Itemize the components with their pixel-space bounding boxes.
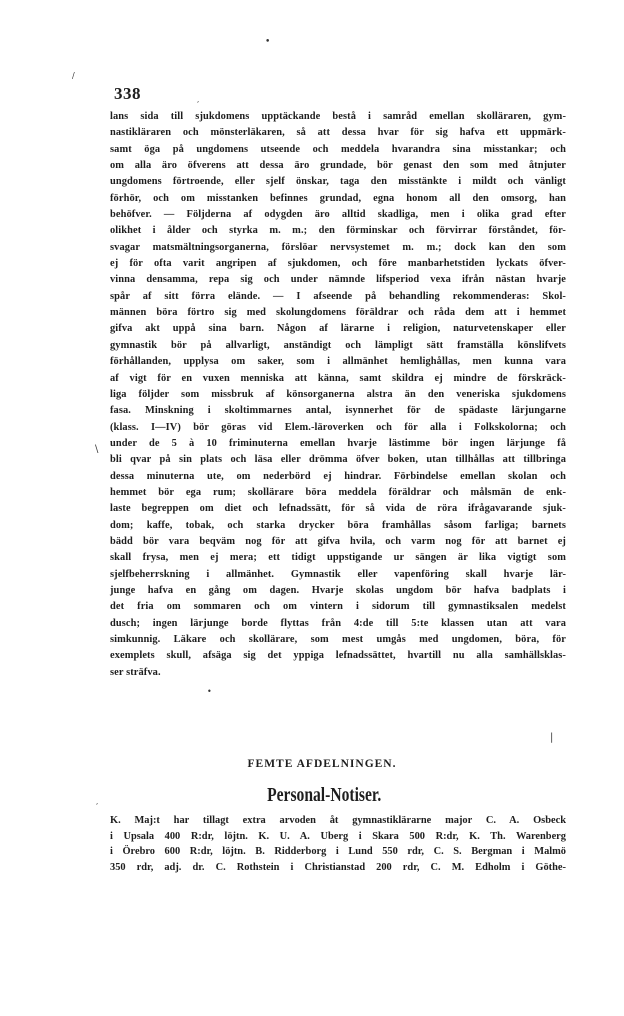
text-line: det fria om sommaren och om vintern i sidorum till gymnastiksalen medelst bbox=[110, 601, 566, 613]
text-line: gymnastik bör på allvarligt, anständigt och lämpligt sätt framställa könslifvets bbox=[110, 339, 566, 351]
text-line: hemmet bör ega rum; skollärare böra meddela föräldrar och målsmän de enk- bbox=[110, 486, 566, 498]
text-line: sjelfbeherrskning i allmänhet. Gymnastik eller vapenföring skall hvarje lär- bbox=[110, 568, 566, 580]
text-line: ungdomens förtroende, eller sjelf önskar, taga den misstänkte i mildt och vänligt bbox=[110, 176, 566, 188]
text-line: om alla äro öfverens att dessa äro grundade, bör genast den som med åtnjuter bbox=[110, 160, 566, 172]
text-line: olikhet i ålder och styrka m. m.; den förminskar och förvirrar förståndet, för- bbox=[110, 225, 566, 237]
text-line: 350 rdr, adj. dr. C. Rothstein i Christianstad 200 rdr, C. M. Edholm i Göthe- bbox=[110, 861, 566, 873]
text-line: bli qvar på sin plats och läsa eller drömma öfver boken, utan tillhållas att tillbringa bbox=[110, 454, 566, 466]
text-line: dusch; ingen lärjunge borde flyttas från 4:de till 5:te klassen utan att vara bbox=[110, 617, 566, 629]
text-line: K. Maj:t har tillagt extra arvoden åt gymnastiklärarne major C. A. Osbeck bbox=[110, 815, 566, 826]
text-line: nastikläraren och mönsterläkaren, så att dessa hvar för sig hafva ett uppmärk- bbox=[110, 127, 566, 139]
text-line: bädd bör vara beqväm nog för att gifva hvila, och varm nog för att barnet ej bbox=[110, 535, 566, 547]
text-line: dessa minuterna ute, om nederbörd ej hindrar. Förbindelse emellan skolan och bbox=[110, 470, 566, 482]
text-line: dom; kaffe, tobak, och starka drycker böra framhållas såsom farliga; barnets bbox=[110, 519, 566, 531]
text-line: samt öga på ungdomens utseende och meddela hvarandra sina misstankar; och bbox=[110, 143, 566, 155]
text-line: förhållanden, upplysa om saker, som i allmänhet hemlighållas, men kunna vara bbox=[110, 356, 566, 368]
page-number: 338 bbox=[114, 84, 141, 103]
text-line: i Örebro 600 R:dr, löjtn. B. Ridderborg i Lund 550 rdr, C. S. Bergman i Malmö bbox=[110, 846, 566, 857]
ink-speck: , bbox=[197, 96, 200, 104]
ink-speck: , bbox=[96, 798, 99, 806]
text-line: vinna densamma, repa sig och under nämnde lifsperiod vexa ifrån nästan hvarje bbox=[110, 274, 566, 286]
text-line: behöfver. — Följderna af odygden äro alltid skadliga, men i olika grad efter bbox=[110, 209, 566, 221]
text-line: laste begreppen om diet och lefnadssätt, för så vida de röra ifrågavarande sjuk- bbox=[110, 503, 566, 515]
ink-speck: / bbox=[72, 71, 75, 80]
text-line: svagar matsmältningsorganerna, förslöar nervsystemet m. m.; dock kan den som bbox=[110, 241, 566, 253]
body-paragraph bbox=[110, 109, 566, 681]
text-line: lans sida till sjukdomens upptäckande bestå i samråd emellan skolläraren, gym- bbox=[110, 111, 566, 122]
text-line: i Upsala 400 R:dr, löjtn. K. U. A. Uberg i Skara 500 R:dr, K. Th. Warenberg bbox=[110, 830, 566, 842]
notice-paragraph bbox=[110, 813, 566, 875]
text-line: simkunnig. Läkare och skollärare, som mest umgås med ungdomen, böra, för bbox=[110, 634, 566, 645]
text-line: fasa. Minskning i skoltimmarnes antal, isynnerhet för de spädaste lärjungarne bbox=[110, 405, 566, 417]
text-line: (klass. I—IV) bör göras vid Elem.-läroverken och för alla i Folkskolorna; och bbox=[110, 421, 566, 433]
ink-speck: \ bbox=[95, 444, 99, 455]
text-line: junge hafva en gång om dagen. Hvarje skolas ungdom bör hafva badplats i bbox=[110, 584, 566, 596]
text-line: af vigt för en vuxen menniska att känna, samt skildra ej mindre de förskräck- bbox=[110, 372, 566, 384]
section-title: Personal-Notiser. bbox=[267, 784, 382, 806]
text-line: ser sträfva. bbox=[110, 666, 161, 678]
ink-speck: • bbox=[265, 37, 271, 47]
ink-speck: | bbox=[550, 732, 554, 743]
text-line: männen böra förtro sig med skolungdomens föräldrar och råda dem att i hemmet bbox=[110, 307, 566, 319]
ink-speck: • bbox=[207, 687, 212, 696]
text-line: exemplets skull, afsäga sig det yppiga lefnadssättet, hvartill nu alla samhällsklas- bbox=[110, 650, 566, 662]
text-line: spår af sitt förra elände. — I afseende på behandling rekommenderas: Skol- bbox=[110, 290, 566, 302]
text-line: ej för ofta varit angripen af sjukdomen, och före manbarhetstiden lyckats öfver- bbox=[110, 258, 566, 270]
text-line: förhör, och om misstanken befinnes grundad, egna honom all den omsorg, han bbox=[110, 192, 566, 204]
text-line: liga följder som missbruk af könsorganerna alstra än den veneriska sjukdomens bbox=[110, 388, 566, 400]
text-line: gifva akt uppå sina barn. Någon af lärarne i religion, naturvetenskaper eller bbox=[110, 323, 566, 335]
section-heading: FEMTE AFDELNINGEN. bbox=[247, 758, 397, 770]
text-line: under de 5 à 10 friminuterna emellan hvarje lästimme bör ingen lärjunge få bbox=[110, 437, 566, 449]
text-line: skall frysa, men ej mera; ett tidigt uppstigande ur sängen är lika vigtigt som bbox=[110, 552, 566, 564]
